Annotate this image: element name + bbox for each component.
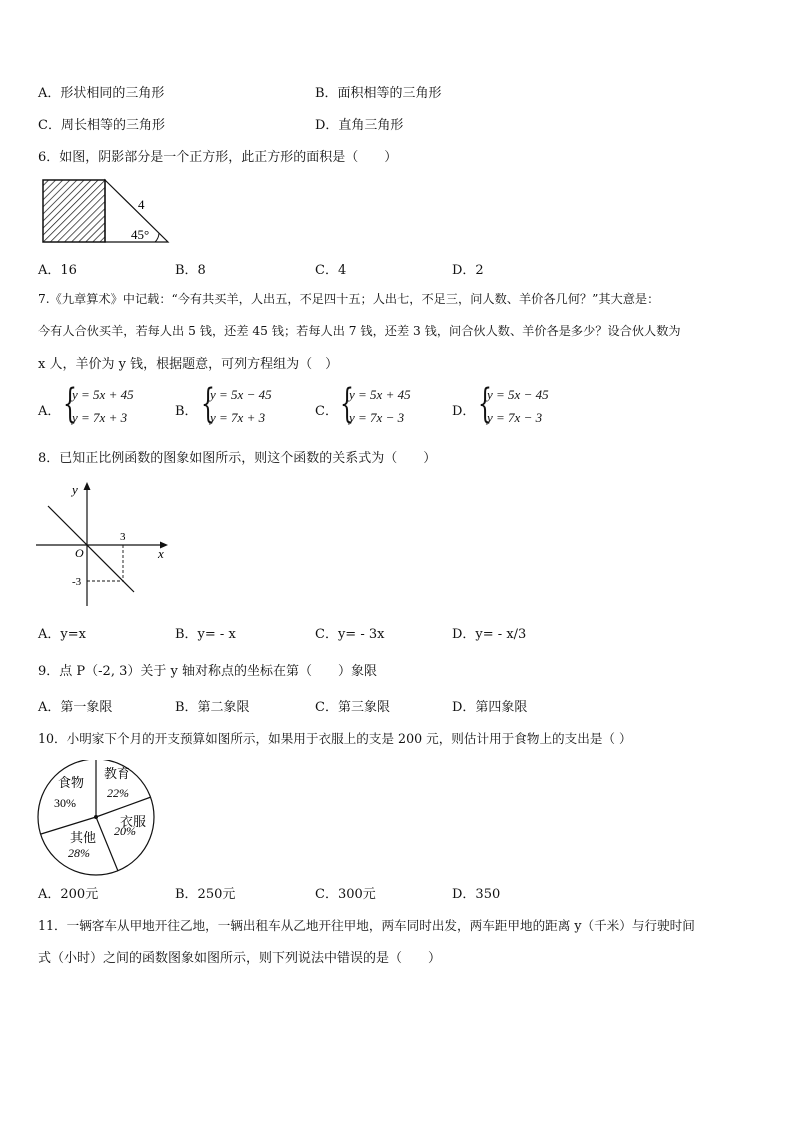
x-tick-label: 3 xyxy=(120,531,126,543)
q6-option-c: C．4 xyxy=(315,263,347,278)
q9-option-c: C．第三象限 xyxy=(315,700,390,715)
shaded-square xyxy=(43,180,105,242)
angle-label: 45° xyxy=(131,227,150,242)
equation-2: y = 7x + 3 xyxy=(72,410,128,425)
y-axis-label: y xyxy=(72,482,78,497)
option-label: B． xyxy=(175,404,198,419)
q9-text: 9．点 P（-2, 3）关于 y 轴对称点的坐标在第（ ）象限 xyxy=(38,664,377,679)
equation-2: y = 7x + 3 xyxy=(210,410,266,425)
q7-line3: x 人，羊价为 y 钱，根据题意，可列方程组为（ ） xyxy=(38,357,339,372)
q5-option-d: D．直角三角形 xyxy=(315,118,404,133)
q8-option-d: D．y= - x/3 xyxy=(452,627,527,642)
q10-option-a: A．200元 xyxy=(38,887,99,902)
q6-option-d: D．2 xyxy=(452,263,484,278)
q8-option-c: C．y= - 3x xyxy=(315,627,385,642)
q11-line1: 11．一辆客车从甲地开往乙地，一辆出租车从乙地开往甲地，两车同时出发，两车距甲地的距离 y（千米）与行驶时间 xyxy=(38,918,695,933)
q6-option-a: A．16 xyxy=(38,263,77,278)
slice-value-food: 30% xyxy=(54,796,76,810)
q6-option-b: B．8 xyxy=(175,263,206,278)
slice-value-clothing: 20% xyxy=(114,824,136,838)
q6-text: 6．如图，阴影部分是一个正方形，此正方形的面积是（ ） xyxy=(38,150,398,165)
q11-line2: 式（小时）之间的函数图象如图所示，则下列说法中错误的是（ ） xyxy=(38,951,442,966)
slice-label-other: 其他 xyxy=(70,830,97,845)
equation-2: y = 7x − 3 xyxy=(349,410,405,425)
equation-1: y = 5x + 45 xyxy=(349,387,411,402)
q8-figure xyxy=(34,478,174,610)
q7-line1: 7.《九章算术》中记载：“今有共买羊，人出五，不足四十五；人出七，不足三，问人数、羊价各几何？”其大意是： xyxy=(38,292,660,306)
pie-center xyxy=(94,815,98,819)
q10-option-d: D．350 xyxy=(452,887,501,902)
q5-option-a: A．形状相同的三角形 xyxy=(38,86,165,101)
q8-text: 8．已知正比例函数的图象如图所示，则这个函数的关系式为（ ） xyxy=(38,451,437,466)
function-line xyxy=(48,506,134,592)
y-arrow-icon xyxy=(84,482,91,490)
q10-text: 10．小明家下个月的开支预算如图所示，如果用于衣服上的支是 200 元，则估计用于食物上的支出是（ ） xyxy=(38,731,632,746)
q9-option-b: B．第二象限 xyxy=(175,700,250,715)
q8-option-b: B．y= - x xyxy=(175,627,236,642)
q7-line2: 今有人合伙买羊，若每人出 5 钱，还差 45 钱；若每人出 7 钱，还差 3 钱，问合伙人数、羊价各是多少？设合伙人数为 xyxy=(38,324,681,338)
slice-label-education: 教育 xyxy=(104,766,131,781)
slice-value-other: 28% xyxy=(68,846,90,860)
equation-1: y = 5x − 45 xyxy=(210,387,272,402)
option-label: D． xyxy=(452,404,476,419)
slice-label-food: 食物 xyxy=(58,775,85,790)
q9-option-d: D．第四象限 xyxy=(452,700,528,715)
y-tick-label: -3 xyxy=(72,576,82,588)
brace-icon: { xyxy=(201,381,215,427)
equation-2: y = 7x − 3 xyxy=(487,410,543,425)
brace-icon: { xyxy=(340,381,354,427)
brace-icon: { xyxy=(63,381,77,427)
x-axis-label: x xyxy=(158,546,164,561)
brace-icon: { xyxy=(478,381,492,427)
origin-label: O xyxy=(75,546,84,560)
equation-1: y = 5x − 45 xyxy=(487,387,549,402)
equation-1: y = 5x + 45 xyxy=(72,387,134,402)
q6-figure xyxy=(38,176,173,246)
q10-pie-figure xyxy=(36,760,160,878)
q10-option-c: C．300元 xyxy=(315,887,376,902)
q10-option-b: B．250元 xyxy=(175,887,236,902)
q5-option-b: B．面积相等的三角形 xyxy=(315,86,442,101)
slice-value-education: 22% xyxy=(107,786,129,800)
option-label: C． xyxy=(315,404,338,419)
q5-option-c: C．周长相等的三角形 xyxy=(38,118,165,133)
option-label: A． xyxy=(38,404,61,419)
side-label: 4 xyxy=(138,197,145,212)
slice-label-clothing: 衣服 xyxy=(120,814,147,829)
q9-option-a: A．第一象限 xyxy=(38,700,113,715)
q8-option-a: A．y=x xyxy=(38,627,86,642)
